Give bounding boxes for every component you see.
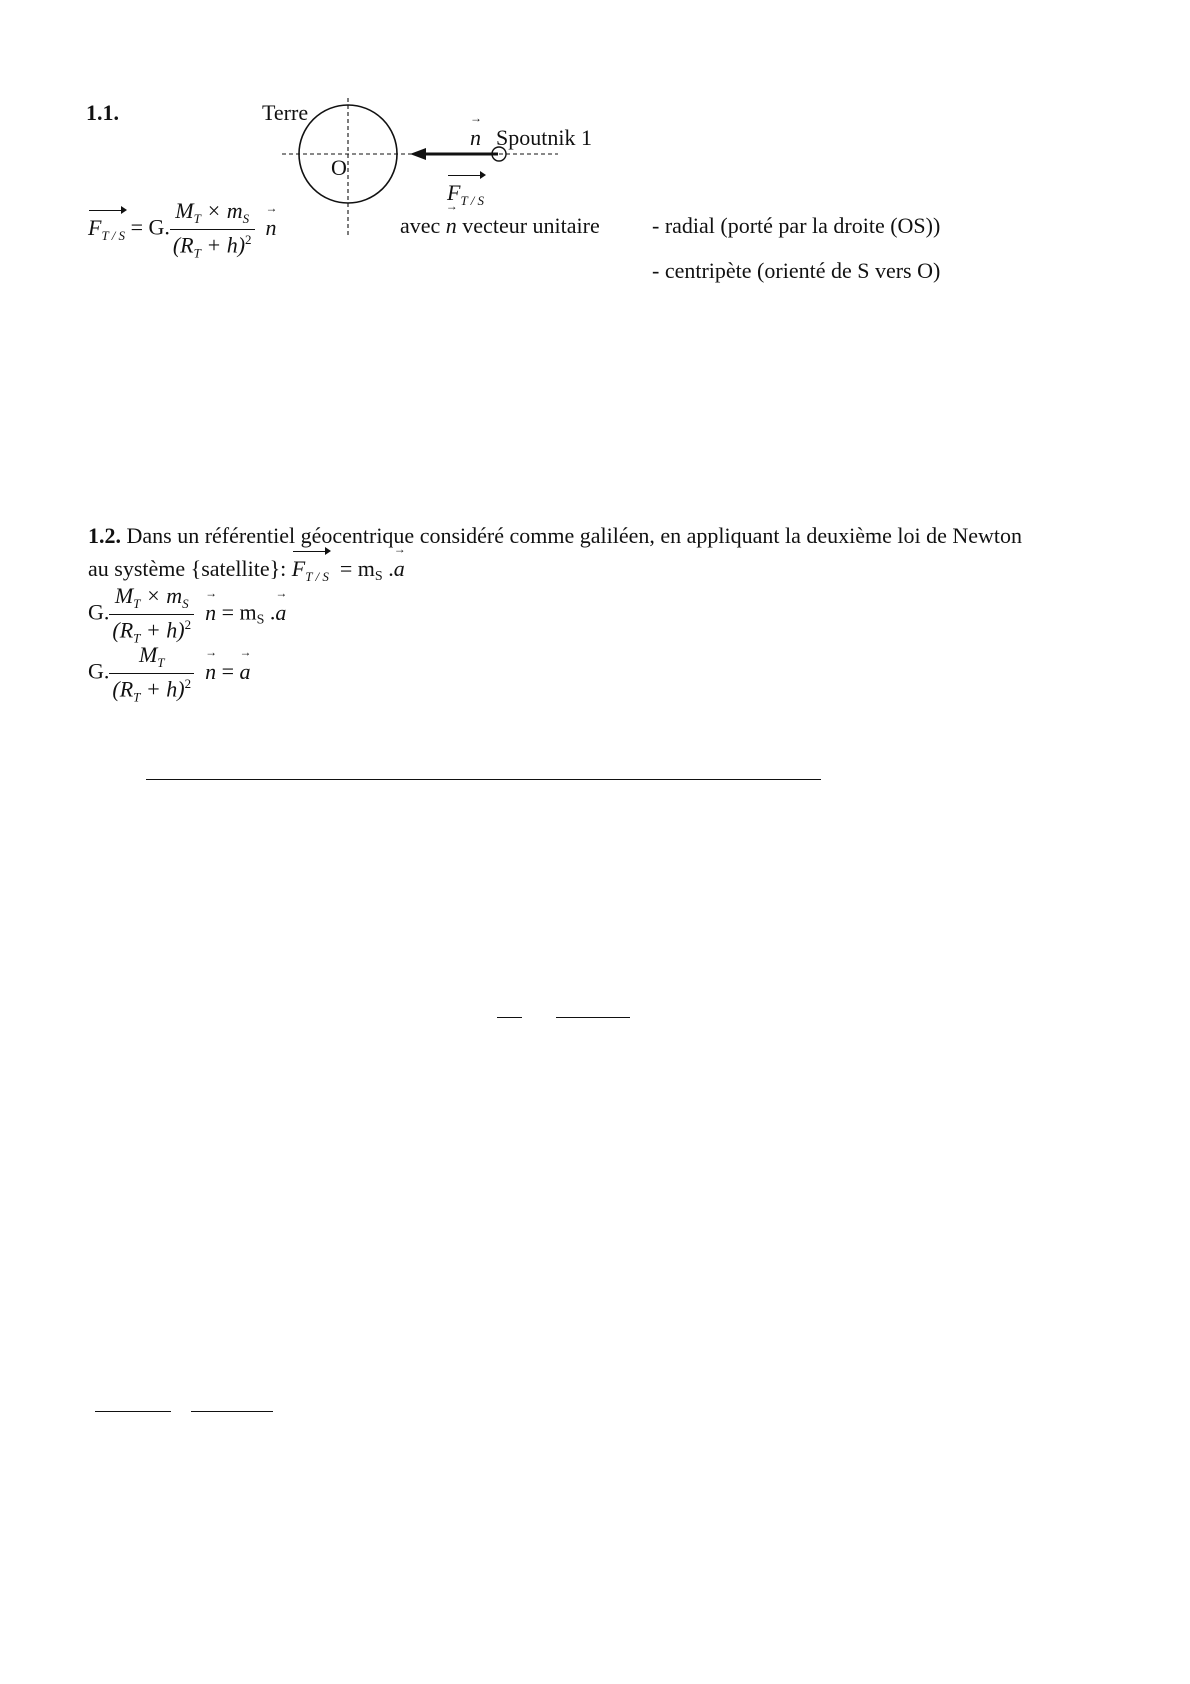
section-1-2-number: 1.2. (88, 523, 121, 548)
force-arrowhead (410, 148, 426, 160)
blank-fraction-line-short (497, 1017, 522, 1018)
center-label: O (331, 155, 347, 180)
force-formula: $F_{T / S} = G$. $\frac{M_T \times m_S}{(R_T + h)^2}$ → n (88, 198, 277, 261)
separator-line (146, 779, 821, 780)
equation-2: G. $\frac{M_T}{(R_T + h)^2}$ → n = → a (88, 642, 250, 705)
avec-text: avec → n vecteur unitaire (400, 213, 600, 239)
newton-law-line: au système {satellite}: $F_{T / S}$ = mS .→ a (88, 554, 405, 585)
blank-fraction-line-long (556, 1017, 630, 1018)
force-label: $F_{T / S}$ (447, 180, 485, 208)
unit-vector-label: → n (470, 125, 481, 151)
blank-fraction-line-left (95, 1411, 171, 1412)
section-1-2-intro: 1.2. Dans un référentiel géocentrique considéré comme galiléen, en appliquant la deuxième loi de Newton (88, 523, 1023, 548)
property-radial: - radial (porté par la droite (OS)) (652, 213, 941, 238)
earth-label: Terre (262, 100, 309, 125)
equation-1: G. $\frac{M_T \times m_S}{(R_T + h)^2}$ → n = mS .→ a (88, 583, 286, 646)
satellite-label: Spoutnik 1 (496, 125, 592, 150)
blank-fraction-line-right (191, 1411, 273, 1412)
property-centripete: - centripète (orienté de S vers O) (652, 258, 941, 283)
section-1-1-number: 1.1. (86, 100, 119, 125)
